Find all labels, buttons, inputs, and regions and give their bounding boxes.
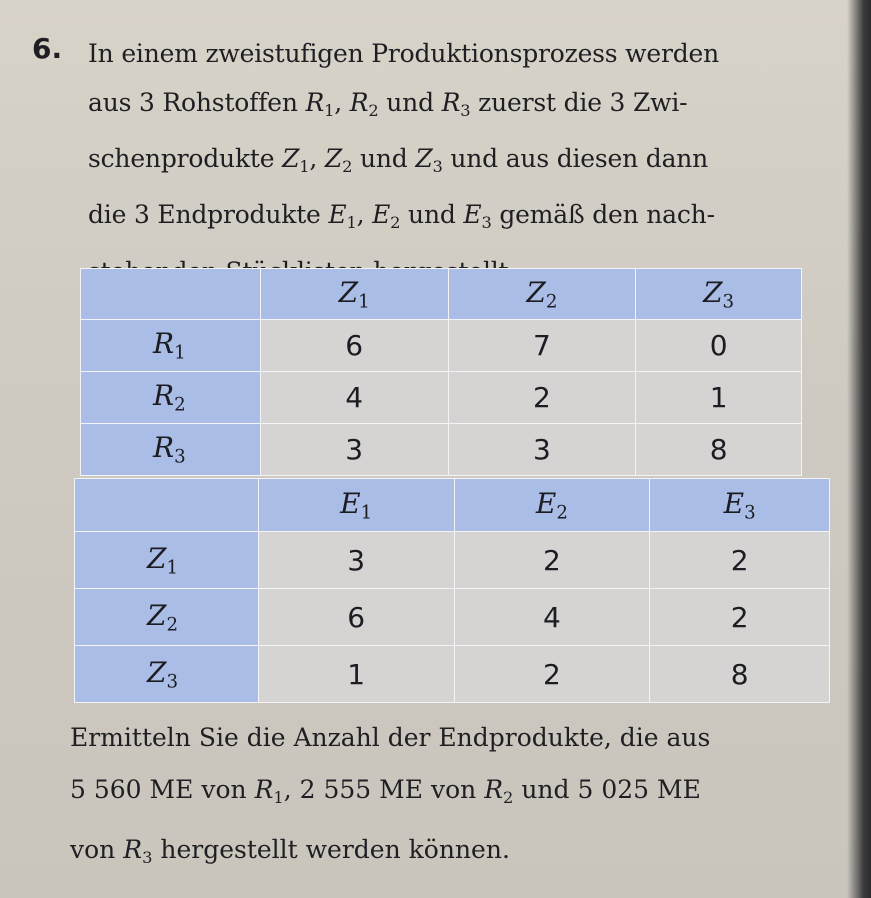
row-header-r2: $R_2$ — [81, 372, 261, 424]
var-r2: $R_2$ — [349, 87, 379, 120]
var-r2: $R_2$ — [484, 775, 514, 807]
var-r1: $R_1$ — [254, 775, 284, 807]
var-e2: $E_2$ — [372, 200, 401, 233]
table-cell: 6 — [258, 589, 454, 646]
col-header-z3: $Z_3$ — [636, 269, 802, 320]
page-edge-shadow — [847, 0, 871, 898]
question-line-1: Ermitteln Sie die Anzahl der Endprodukte, die aus — [70, 723, 711, 752]
intro-line-4: die 3 Endprodukte $E_1$, $E_2$ und $E_3$ gemäß den nach- — [88, 200, 715, 233]
table-cell: 0 — [636, 320, 802, 372]
var-r3: $R_3$ — [441, 87, 471, 120]
table-row — [81, 320, 802, 372]
row-header-r3: $R_3$ — [81, 424, 261, 476]
var-e1: $E_1$ — [328, 200, 357, 233]
row-header-r1: $R_1$ — [81, 320, 261, 372]
col-header-e3: $E_3$ — [650, 479, 830, 532]
table-raw-to-intermediate — [80, 268, 802, 476]
table-intermediate-to-end — [74, 478, 830, 703]
table-cell: 1 — [636, 372, 802, 424]
table-header-row — [75, 479, 830, 532]
col-header-z2: $Z_2$ — [448, 269, 636, 320]
table-corner — [81, 269, 261, 320]
table-cell: 1 — [258, 646, 454, 703]
table-row — [81, 424, 802, 476]
table-cell: 3 — [258, 532, 454, 589]
var-z3: $Z_3$ — [415, 143, 443, 176]
intro-line-1: In einem zweistufigen Produktionsprozess werden — [88, 39, 720, 68]
table-corner — [75, 479, 259, 532]
question-line-3: von $R_3$ hergestellt werden können. — [70, 834, 510, 867]
row-header-z3: $Z_3$ — [75, 646, 259, 703]
table-cell: 3 — [448, 424, 636, 476]
table-cell: 2 — [454, 646, 650, 703]
table-cell: 6 — [260, 320, 448, 372]
var-z2: $Z_2$ — [324, 143, 353, 176]
table-cell: 8 — [650, 646, 830, 703]
var-r3: $R_3$ — [123, 834, 153, 867]
table-cell: 8 — [636, 424, 802, 476]
col-header-z1: $Z_1$ — [260, 269, 448, 320]
table-header-row — [81, 269, 802, 320]
col-header-e1: $E_1$ — [258, 479, 454, 532]
intro-line-3: schenprodukte $Z_1$, $Z_2$ und $Z_3$ und aus diesen dann — [88, 143, 709, 176]
row-header-z1: $Z_1$ — [75, 532, 259, 589]
table-cell: 2 — [650, 532, 830, 589]
row-header-z2: $Z_2$ — [75, 589, 259, 646]
col-header-e2: $E_2$ — [454, 479, 650, 532]
table-cell: 7 — [448, 320, 636, 372]
table-cell: 2 — [454, 532, 650, 589]
table-row — [75, 646, 830, 703]
problem-intro — [88, 30, 808, 296]
table-row — [75, 589, 830, 646]
table-row — [75, 532, 830, 589]
table-row — [81, 372, 802, 424]
table-cell: 2 — [448, 372, 636, 424]
var-z1: $Z_1$ — [282, 143, 310, 176]
var-e3: $E_3$ — [463, 200, 492, 233]
problem-number: 6. — [32, 32, 63, 65]
question-line-2: 5 560 ME von $R_1$, 2 555 ME von $R_2$ und 5 025 ME — [70, 775, 701, 807]
intro-line-2: aus 3 Rohstoffen $R_1$, $R_2$ und $R_3$ zuerst die 3 Zwi- — [88, 87, 688, 120]
question-text — [70, 712, 840, 884]
table-cell: 4 — [260, 372, 448, 424]
table-cell: 2 — [650, 589, 830, 646]
table-cell: 4 — [454, 589, 650, 646]
var-r1: $R_1$ — [305, 87, 335, 120]
table-cell: 3 — [260, 424, 448, 476]
